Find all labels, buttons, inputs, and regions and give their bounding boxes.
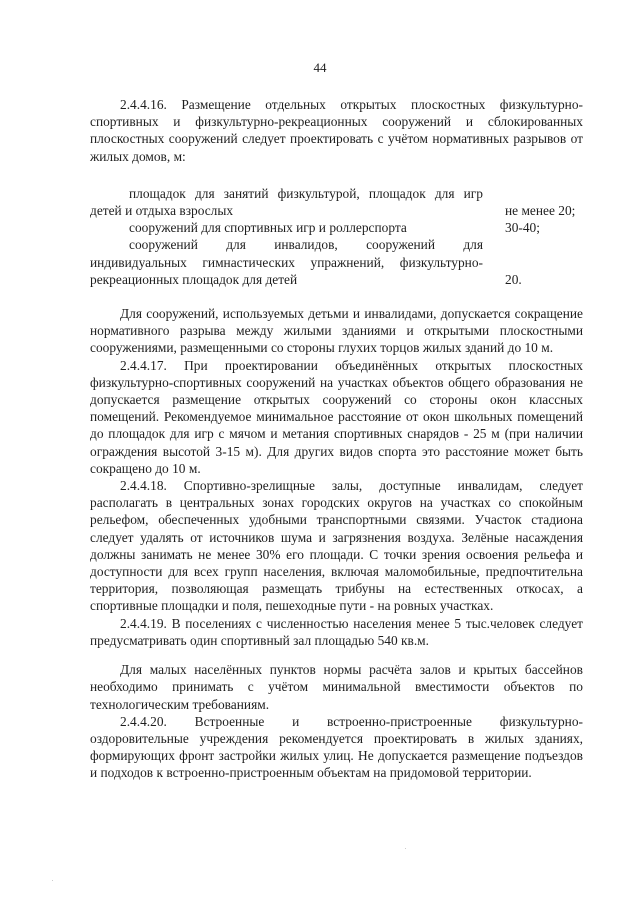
scan-speck	[52, 880, 53, 881]
paragraph-2-4-4-18: 2.4.4.18. Спортивно-зрелищные залы, доступные инвалидам, следует располагать в центральных зонах городских округов на участках со спокойным рельефом, обеспеченных удобными транспортными связями. Участок стадиона следует удалять от источников шума и загрязнения воздуха. Зелёные насаждения должны занимать не менее 30% его площади. С точки зрения освоения рельефа и доступности для всех групп населения, включая маломобильные, предпочтительна территория, позволяющая размещать трибуны на естественных откосах, а спортивные площадки и поля, пешеходные пути - на ровных участках.	[90, 478, 583, 614]
norm-row	[90, 236, 583, 288]
page-number: 44	[313, 60, 327, 75]
norm-label: сооружений для спортивных игр и роллерспорта	[129, 220, 407, 236]
paragraph-reduction-note: Для сооружений, используемых детьми и инвалидами, допускается сокращение нормативного разрыва между жилыми зданиями и открытыми плоскостными сооружениями, размещенными со стороны глухих торцов жилых зданий до 10 м.	[90, 306, 583, 356]
paragraph-2-4-4-16: 2.4.4.16. Размещение отдельных открытых плоскостных физкультурно-спортивных и физкультурно-рекреационных сооружений и сблокированных плоскостных сооружений следует проектировать с учётом нормативных разрывов от жилых домов, м:	[90, 97, 583, 164]
scan-speck	[405, 848, 406, 849]
distance-norms-table	[90, 185, 583, 288]
norm-value: не менее 20;	[505, 203, 576, 219]
norm-label: площадок для занятий физкультурой, площадок для игр детей и отдыха взрослых	[90, 185, 483, 219]
norm-label: сооружений для инвалидов, сооружений для индивидуальных гимнастических упражнений, физкультурно-рекреационных площадок для детей	[90, 237, 483, 287]
norm-row	[90, 185, 583, 219]
norm-row	[90, 219, 583, 236]
norm-value: 30-40;	[505, 220, 540, 236]
paragraph-2-4-4-17: 2.4.4.17. При проектировании объединённых открытых плоскостных физкультурно-спортивных сооружений на участках объектов общего образования не допускается размещение открытых сооружений со стороны окон классных помещений. Рекомендуемое минимальное расстояние от окон школьных помещений до площадок для игр с мячом и метания спортивных снарядов - 25 м (при наличии ограждения высотой 3-15 м). Для других видов спорта это расстояние может быть сокращено до 10 м.	[90, 357, 583, 476]
norm-value: 20.	[505, 271, 522, 287]
paragraph-2-4-4-19: 2.4.4.19. В поселениях с численностью населения менее 5 тыс.человек следует предусматривать один спортивный зал площадью 540 кв.м.	[90, 615, 583, 648]
paragraph-small-settlements: Для малых населённых пунктов нормы расчёта залов и крытых бассейнов необходимо принимать с учётом минимальной вместимости объектов по технологическим требованиям.	[90, 662, 583, 712]
page-body	[90, 96, 583, 782]
paragraph-2-4-4-20: 2.4.4.20. Встроенные и встроенно-пристроенные физкультурно-оздоровительные учреждения рекомендуется проектировать в жилых зданиях, формирующих фронт застройки жилых улиц. Не допускается размещение подъездов и подходов к встроенно-пристроенным объектам на придомовой территории.	[90, 713, 583, 781]
